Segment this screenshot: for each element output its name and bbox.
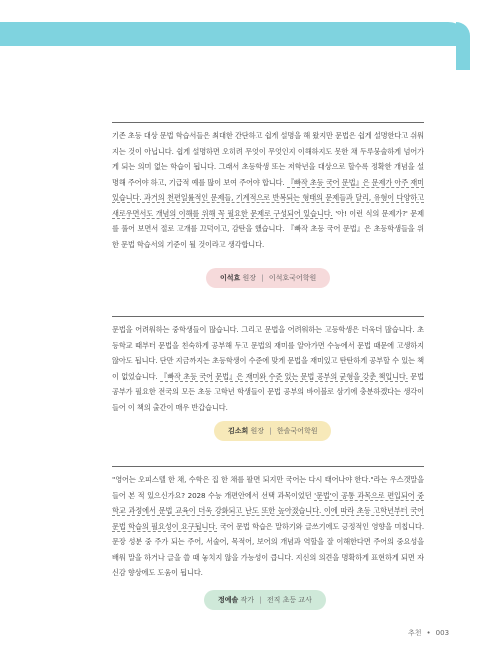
author-name: 정예솔 [218, 596, 239, 604]
author-badge-1 [206, 268, 330, 288]
text-segment: '아! 이런 식의 문제가?' 문제를 풀어 보면서 절로 고개를 끄덕이고, 감탄을 했습니다. 『빠작 초등 국어 문법』은 초등학생들을 위한 문법 학습서의 기준이 될 것이라고 생각합니다. [112, 208, 424, 249]
text-segment: 기존 초등 대상 문법 학습서들은 최대한 간단하고 쉽게 설명을 해 왔지만 문법은 쉽게 설명한다고 쉬워지는 것이 아닙니다. 쉽게 설명하면 오히려 무엇이 무엇인지 이해하지도 못한 채 두루뭉술하게 넘어가게 되는 의미 없는 학습이 됩니다. 그래서 초등학생 또는 저학년을 대상으로 할수록 정확한 개념을 설명해 주어야 하고, 기급적 예를 많이 보여 주어야 합니다. [112, 131, 424, 187]
section-divider [112, 316, 424, 317]
header-band [0, 22, 470, 46]
page-footer [408, 628, 449, 638]
text-segment: 문법을 어려워하는 중학생들이 많습니다. 그리고 문법을 어려워하는 고등학생은 더욱더 많습니다. 초등학교 때부터 문법을 친숙하게 공부해 두고 문법의 재미를 알아가면 수능에서 문법 때문에 고생하지 않아도 됩니다. 단만 지금까지는 초등학생이 수준에 맞게 문법을 재미있고 탄탄하게 공부할 수 있는 책이 없었습니다. [112, 325, 424, 381]
author-organization: 이석호국어학원 [268, 274, 317, 282]
author-organization: 전직 초등 교사 [266, 596, 312, 604]
author-role: 원장 [250, 427, 265, 435]
author-badge-2 [214, 421, 331, 441]
section-divider [112, 466, 424, 467]
testimonial-text-1 [112, 128, 424, 252]
highlighted-text: 『빠작 초등 국어 문법』은 재미와 수준 있는 문법 공부의 균형을 갖춘 책입니다. [159, 371, 408, 381]
highlighted-text: '문법'이 공통 과목으로 편입되어 중학교 과정에서 문법 교육이 더욱 강화되고 난도 또한 높아졌습니다. 이에 따라 초등 고학년부터 국어 문법 학습의 필요성이 요구됩니다. [112, 490, 425, 531]
section-divider [112, 122, 424, 123]
testimonial-section-2 [112, 322, 424, 415]
author-badge-3 [204, 590, 326, 610]
testimonial-section-1 [112, 128, 424, 252]
badge-separator: | [269, 427, 272, 435]
text-segment: 문법 공부가 필요한 전국의 모든 초등 고학년 학생들이 문법 공부의 바이블로 삼기에 충분하겠다는 생각이 들어 이 책의 출간이 매우 반갑습니다. [112, 371, 424, 412]
footer-dot: • [426, 629, 431, 637]
author-name: 김소희 [228, 427, 249, 435]
author-name: 이석효 [220, 274, 241, 282]
author-organization: 한솔국어학원 [276, 427, 318, 435]
text-segment: "영어는 오피스텔 한 채, 수학은 집 한 채를 팔면 되지만 국어는 다시 태어나야 한다."라는 우스갯말을 들어 본 적 있으신가요? 2028 수능 개편안에서 선택 과목이었던 [112, 475, 424, 500]
badge-separator: | [259, 596, 262, 604]
testimonial-text-2 [112, 322, 424, 415]
badge-separator: | [261, 274, 264, 282]
highlighted-text: 『빠작 초등 국어 문법』은 문제가 아주 재미있습니다. 과거의 천편일률적인 문제들, 기계적으로 반복되는 형태의 문제들과 달리, 유형이 다양하고 새로우면서도 개념의 이해를 위해 꼭 필요한 문제로 구성되어 있습니다. [112, 177, 424, 218]
header-band-edge [456, 22, 470, 70]
footer-label: 추천 [408, 629, 422, 637]
author-role: 작가 [240, 596, 255, 604]
author-role: 원장 [242, 274, 257, 282]
header-band-cutout [0, 46, 456, 70]
testimonial-text-3 [112, 472, 424, 581]
page-number: 003 [435, 629, 450, 637]
text-segment: 국어 문법 학습은 말하기와 글쓰기에도 긍정적인 영향을 미칩니다. 문장 성분 중 주가 되는 주어, 서술어, 목적어, 보어의 개념과 역할을 잘 이해한다면 주어의 중요성을 배워 말을 하거나 글을 쓸 때 놓치지 않을 가능성이 큽니다. 지신의 의견을 명확하게 표현하게 되면 자신감 향상에도 도움이 됩니다. [112, 521, 424, 577]
testimonial-section-3 [112, 472, 424, 581]
